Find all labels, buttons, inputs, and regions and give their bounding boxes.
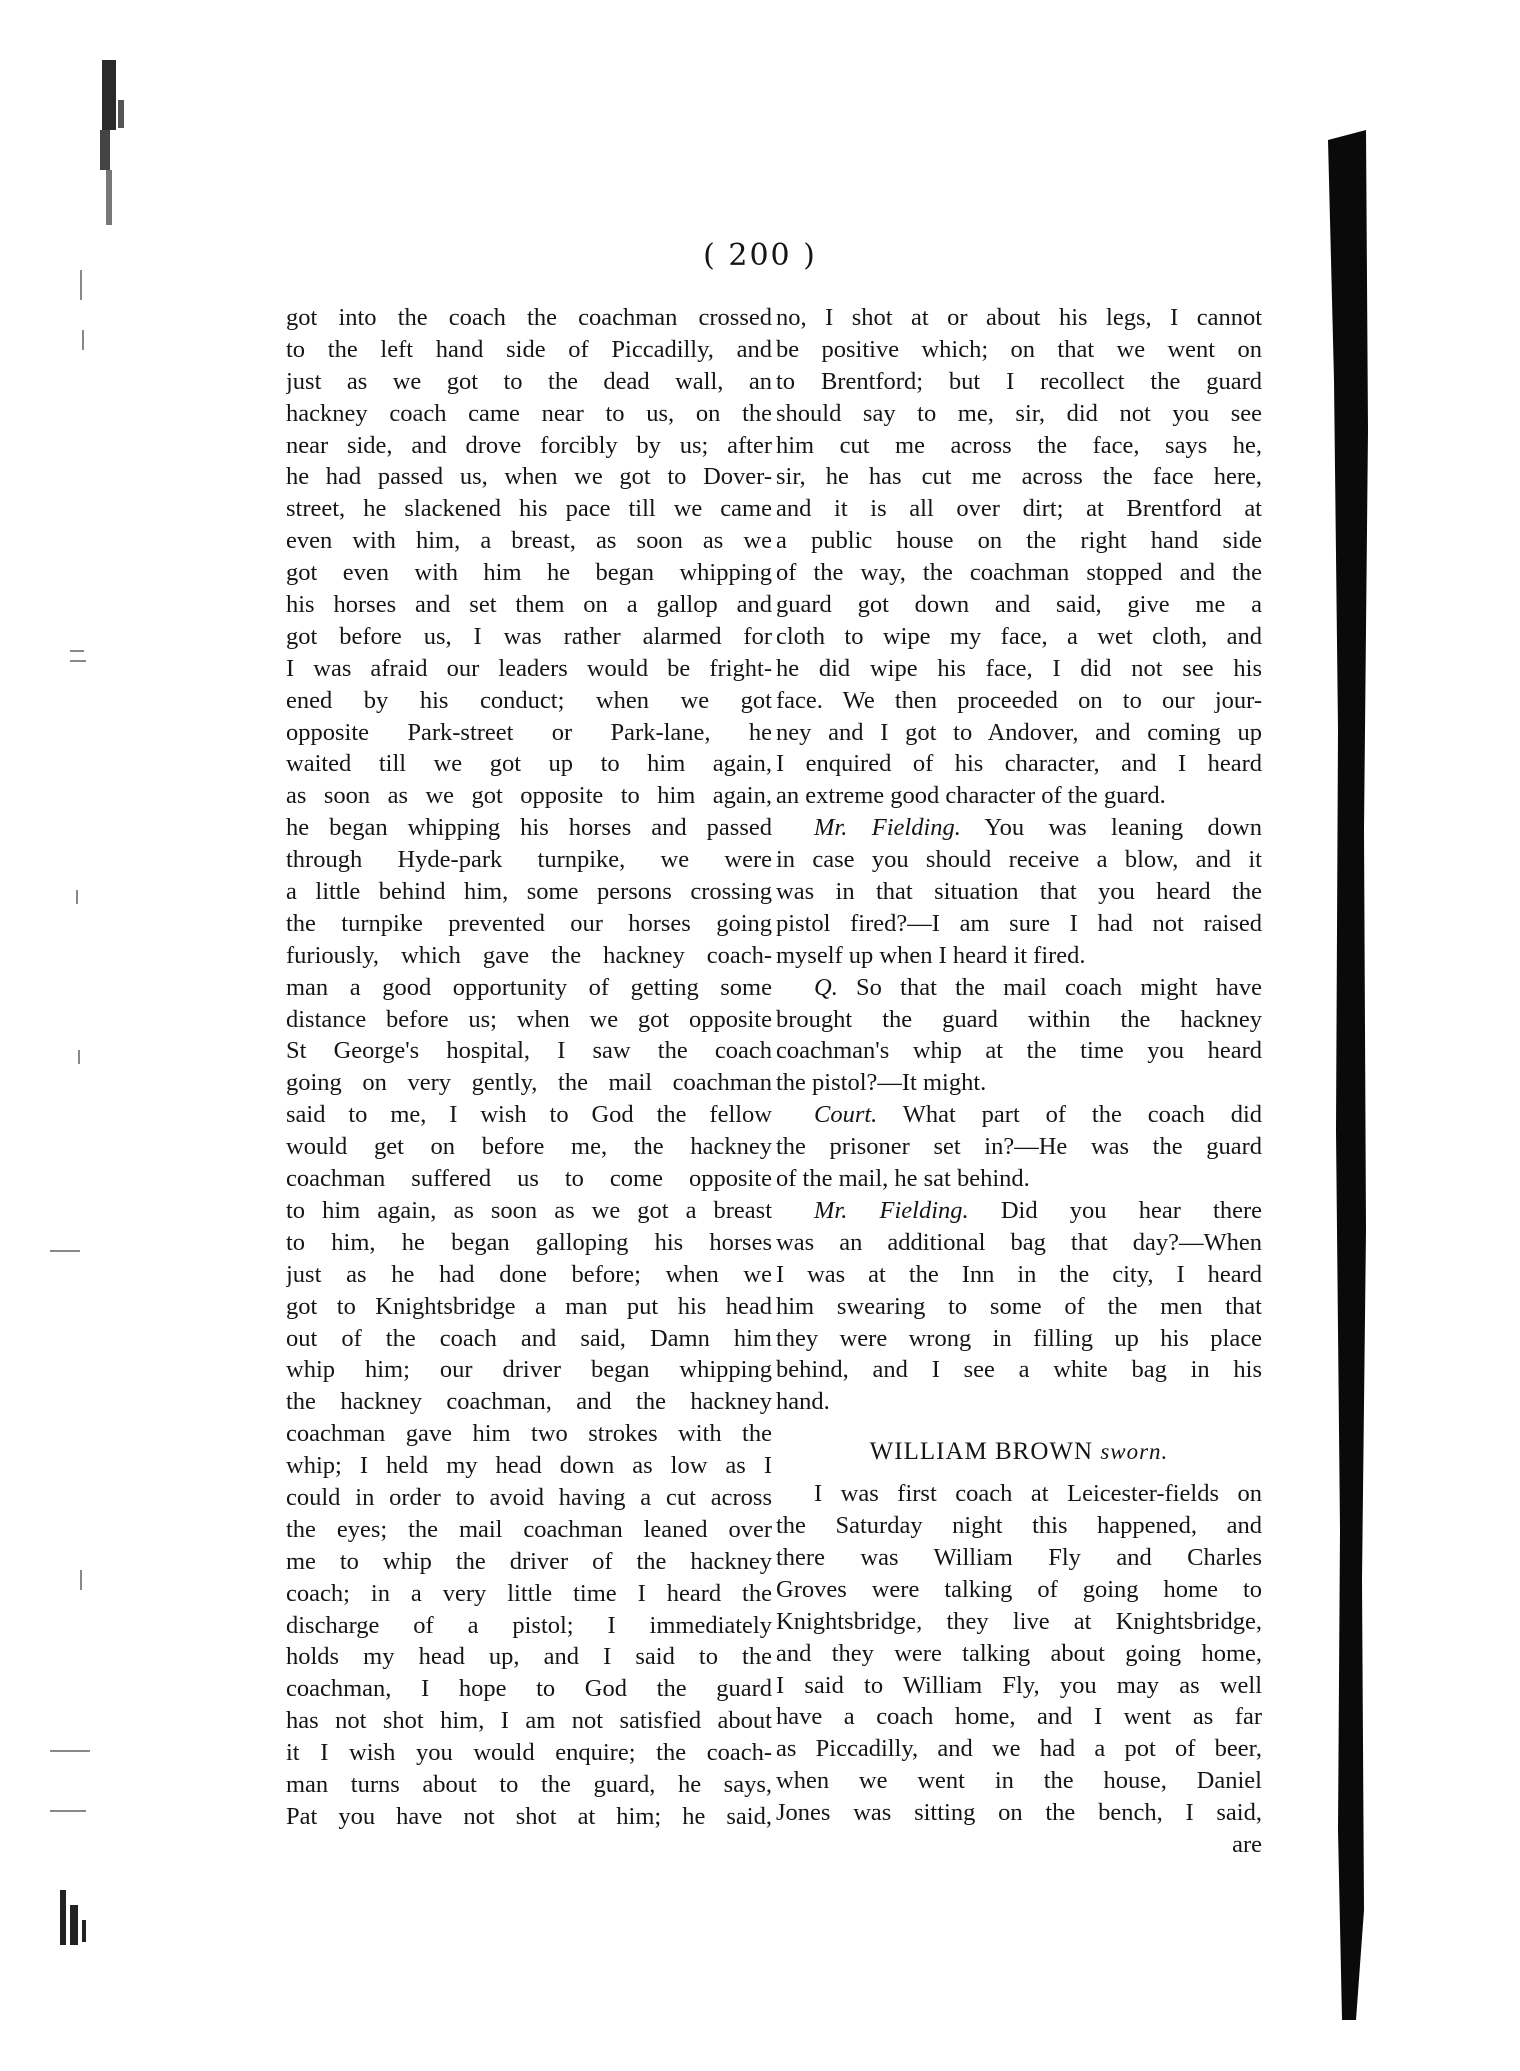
text-line: was an additional bag that day?—When (776, 1228, 1262, 1256)
text-line: just as we got to the dead wall, an (286, 367, 772, 395)
text-line: in case you should receive a blow, and it (776, 846, 1262, 874)
text-line: him cut me across the face, says he, (776, 431, 1262, 459)
text-line: be positive which; on that we went on (776, 335, 1262, 363)
text-line: got into the coach the coachman crossed (286, 304, 772, 331)
text-line: there was William Fly and Charles (776, 1543, 1262, 1571)
text-line: and it is all over dirt; at Brentford at (776, 495, 1262, 523)
speech-line: Q. So that the mail coach might have (814, 973, 1262, 1001)
text-line: man turns about to the guard, he says, (286, 1770, 772, 1798)
text-line: a little behind him, some persons crossing (286, 878, 772, 906)
text-line: coachman's whip at the time you heard (776, 1037, 1262, 1065)
text-line: whip; I held my head down as low as I (286, 1452, 772, 1480)
text-line: street, he slackened his pace till we came (286, 495, 772, 523)
text-line: Pat you have not shot at him; he said, (286, 1802, 772, 1830)
text-line: as Piccadilly, and we had a pot of beer, (776, 1735, 1262, 1763)
text-line: the Saturday night this happened, and (776, 1512, 1262, 1540)
text-line: the prisoner set in?—He was the guard (776, 1133, 1262, 1161)
text-line: would get on before me, the hackney (286, 1133, 772, 1161)
binding-edge-mark (96, 60, 136, 240)
text-line: him swearing to some of the men that (776, 1292, 1262, 1320)
text-line: to Brentford; but I recollect the guard (776, 367, 1262, 395)
text-line: he did wipe his face, I did not see his (776, 654, 1262, 682)
text-line: to him again, as soon as we got a breast (286, 1196, 772, 1224)
text-line: should say to me, sir, did not you see (776, 399, 1262, 427)
text-line: St George's hospital, I saw the coach (286, 1037, 772, 1065)
text-line: his horses and set them on a gallop and (286, 591, 772, 619)
text-line: I was first coach at Leicester-fields on (814, 1480, 1262, 1508)
left-column (286, 302, 772, 1833)
text-line: could in order to avoid having a cut across (286, 1483, 772, 1511)
speaker-label: Mr. Fielding. (814, 814, 961, 842)
text-line: cloth to wipe my face, a wet cloth, and (776, 622, 1262, 650)
text-line: through Hyde-park turnpike, we were (286, 846, 772, 874)
text-line: face. We then proceeded on to our jour- (776, 686, 1262, 714)
text-line: out of the coach and said, Damn him (286, 1324, 772, 1352)
text-line: an extreme good character of the guard. (776, 782, 1166, 810)
text-line: I said to William Fly, you may as well (776, 1671, 1262, 1699)
text-line: Groves were talking of going home to (776, 1575, 1262, 1603)
text-line: I enquired of his character, and I heard (776, 750, 1262, 778)
text-line: when we went in the house, Daniel (776, 1767, 1262, 1795)
text-line: got before us, I was rather alarmed for (286, 622, 772, 650)
right-column (776, 302, 1262, 1861)
text-line: coach; in a very little time I heard the (286, 1579, 772, 1607)
page-edge-shadow (1320, 130, 1370, 2020)
text-line: opposite Park-street or Park-lane, he (286, 718, 772, 746)
text-line: as soon as we got opposite to him again, (286, 782, 772, 810)
text-line: was in that situation that you heard the (776, 878, 1262, 906)
text-line: discharge of a pistol; I immediately (286, 1611, 772, 1639)
text-line: furiously, which gave the hackney coach- (286, 941, 772, 969)
text-line: to the left hand side of Piccadilly, and (286, 335, 772, 363)
text-line: Knightsbridge, they live at Knightsbridge, (776, 1607, 1262, 1635)
text-line: waited till we got up to him again, (286, 750, 772, 778)
speaker-label: Mr. Fielding. (814, 1196, 969, 1224)
text-line: to him, he began galloping his horses (286, 1228, 772, 1256)
text-line: behind, and I see a white bag in his (776, 1356, 1262, 1384)
text-line: coachman gave him two strokes with the (286, 1420, 772, 1448)
speech-line: Court. What part of the coach did (814, 1101, 1262, 1129)
text-line: even with him, a breast, as soon as we (286, 527, 772, 555)
text-line: brought the guard within the hackney (776, 1005, 1262, 1033)
text-line: got to Knightsbridge a man put his head (286, 1292, 772, 1320)
text-line: he began whipping his horses and passed (286, 814, 772, 842)
text-line: ened by his conduct; when we got (286, 686, 772, 714)
text-line: whip him; our driver began whipping (286, 1356, 772, 1384)
text-line: near side, and drove forcibly by us; after (286, 431, 772, 459)
text-line: said to me, I wish to God the fellow (286, 1101, 772, 1129)
text-line: hackney coach came near to us, on the (286, 399, 772, 427)
text-line: man a good opportunity of getting some (286, 973, 772, 1001)
text-line: they were wrong in filling up his place (776, 1324, 1262, 1352)
text-line: coachman, I hope to God the guard (286, 1675, 772, 1703)
text-line: ney and I got to Andover, and coming up (776, 718, 1262, 746)
text-line: got even with him he began whipping (286, 559, 772, 587)
text-line: I was afraid our leaders would be fright- (286, 654, 772, 682)
text-line: just as he had done before; when we (286, 1260, 772, 1288)
text-line: the eyes; the mail coachman leaned over (286, 1515, 772, 1543)
text-line: me to whip the driver of the hackney (286, 1547, 772, 1575)
text-line: coachman suffered us to come opposite (286, 1165, 772, 1193)
speech-line: Mr. Fielding. You was leaning down (814, 814, 1262, 842)
text-line: have a coach home, and I went as far (776, 1703, 1262, 1731)
text-line: of the way, the coachman stopped and the (776, 559, 1262, 587)
text-line: I was at the Inn in the city, I heard (776, 1260, 1262, 1288)
text-line: the turnpike prevented our horses going (286, 909, 772, 937)
speaker-label: Q. (814, 973, 838, 1001)
text-line: a public house on the right hand side (776, 527, 1262, 555)
text-line: going on very gently, the mail coachman (286, 1069, 772, 1097)
text-line: guard got down and said, give me a (776, 591, 1262, 619)
catchword: are (1232, 1830, 1262, 1858)
speaker-label: Court. (814, 1101, 878, 1129)
text-line: pistol fired?—I am sure I had not raised (776, 909, 1262, 937)
text-line: holds my head up, and I said to the (286, 1643, 772, 1671)
text-line: he had passed us, when we got to Dover- (286, 463, 772, 491)
text-line: the pistol?—It might. (776, 1069, 987, 1097)
text-line: and they were talking about going home, (776, 1639, 1262, 1667)
text-line: of the mail, he sat behind. (776, 1165, 1030, 1193)
page-number: ( 200 ) (703, 238, 817, 273)
text-line: it I wish you would enquire; the coach- (286, 1739, 772, 1767)
text-line: Jones was sitting on the bench, I said, (776, 1799, 1262, 1827)
text-line: sir, he has cut me across the face here, (776, 463, 1262, 491)
speech-line: Mr. Fielding. Did you hear there (814, 1196, 1262, 1224)
text-line: no, I shot at or about his legs, I cannot (776, 304, 1262, 331)
text-line: has not shot him, I am not satisfied about (286, 1707, 772, 1735)
text-line: the hackney coachman, and the hackney (286, 1388, 772, 1416)
margin-specks (40, 250, 160, 1950)
text-line: myself up when I heard it fired. (776, 941, 1086, 969)
witness-heading: WILLIAM BROWN sworn. (869, 1438, 1169, 1466)
text-line: hand. (776, 1388, 830, 1416)
text-line: distance before us; when we got opposite (286, 1005, 772, 1033)
